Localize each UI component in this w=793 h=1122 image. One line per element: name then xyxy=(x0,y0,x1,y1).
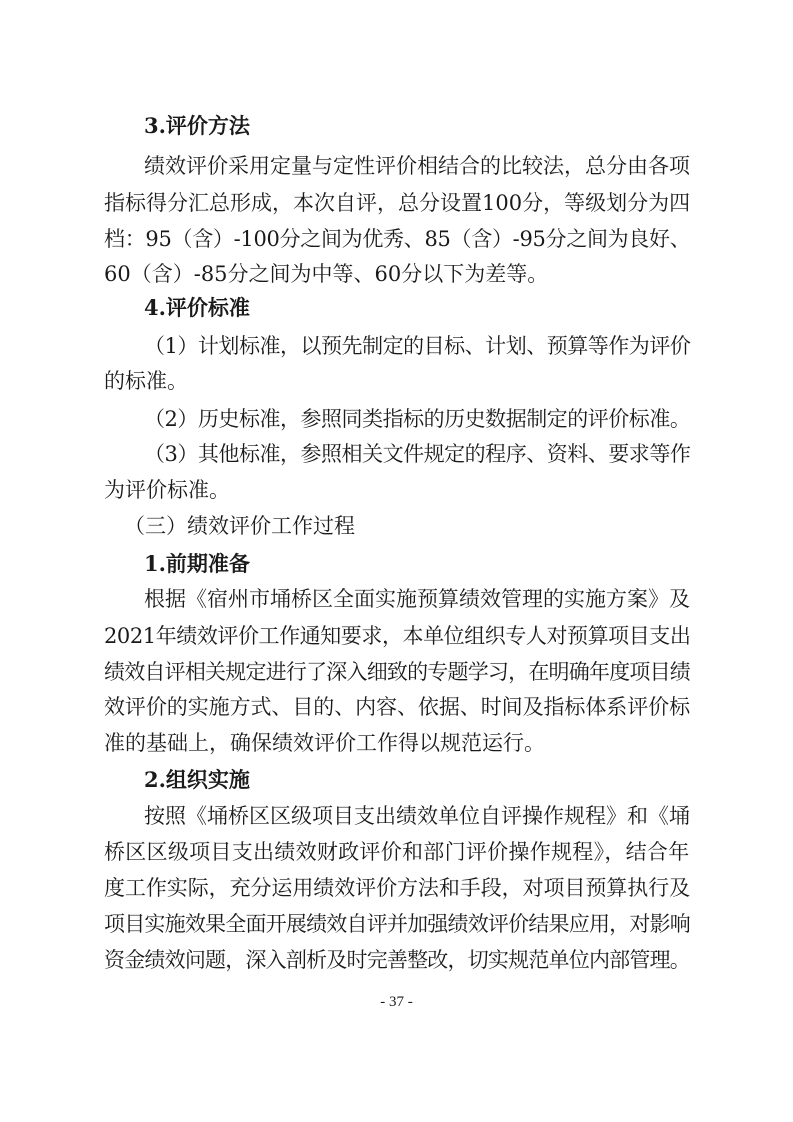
paragraph-line: 桥区区级项目支出绩效财政评价和部门评价操作规程》，结合年 xyxy=(104,840,690,864)
paragraph-line: （2）历史标准，参照同类指标的历史数据制定的评价标准。 xyxy=(144,407,691,431)
paragraph-line: 项目实施效果全面开展绩效自评并加强绩效评价结果应用，对影响 xyxy=(104,912,690,936)
paragraph-line: 档：95（含）-100分之间为优秀、85（含）-95分之间为良好、 xyxy=(104,227,691,251)
paragraph-line: 准的基础上，确保绩效评价工作得以规范运行。 xyxy=(104,731,545,755)
paragraph-line: 指标得分汇总形成，本次自评，总分设置100分，等级划分为四 xyxy=(104,191,691,215)
section-heading: 3.评价方法 xyxy=(144,113,250,138)
paragraph-line: 资金绩效问题，深入剖析及时完善整改，切实规范单位内部管理。 xyxy=(104,948,690,972)
paragraph-line: （3）其他标准，参照相关文件规定的程序、资料、要求等作 xyxy=(144,442,691,466)
paragraph-line: 的标准。 xyxy=(104,369,188,393)
section-heading: 1.前期准备 xyxy=(144,551,250,576)
section-heading: 4.评价标准 xyxy=(144,295,250,320)
paragraph-line: 效评价的实施方式、目的、内容、依据、时间及指标体系评价标 xyxy=(104,695,690,719)
paragraph-line: 度工作实际，充分运用绩效评价方法和手段，对项目预算执行及 xyxy=(104,876,690,900)
paragraph-line: 60（含）-85分之间为中等、60分以下为差等。 xyxy=(104,262,549,286)
paragraph-line: 按照《埇桥区区级项目支出绩效单位自评操作规程》和《埇 xyxy=(144,804,690,828)
paragraph-line: （三）绩效评价工作过程 xyxy=(124,514,355,538)
paragraph-line: 为评价标准。 xyxy=(104,478,230,502)
paragraph-line: 绩效自评相关规定进行了深入细致的专题学习，在明确年度项目绩 xyxy=(104,660,690,684)
section-heading: 2.组织实施 xyxy=(144,767,250,792)
paragraph-line: （1）计划标准，以预先制定的目标、计划、预算等作为评价 xyxy=(144,334,691,358)
paragraph-line: 2021年绩效评价工作通知要求，本单位组织专人对预算项目支出 xyxy=(104,624,691,648)
paragraph-line: 绩效评价采用定量与定性评价相结合的比较法，总分由各项 xyxy=(144,154,690,178)
paragraph-line: 根据《宿州市埇桥区全面实施预算绩效管理的实施方案》及 xyxy=(144,587,690,611)
page-number: - 37 - xyxy=(380,994,413,1010)
